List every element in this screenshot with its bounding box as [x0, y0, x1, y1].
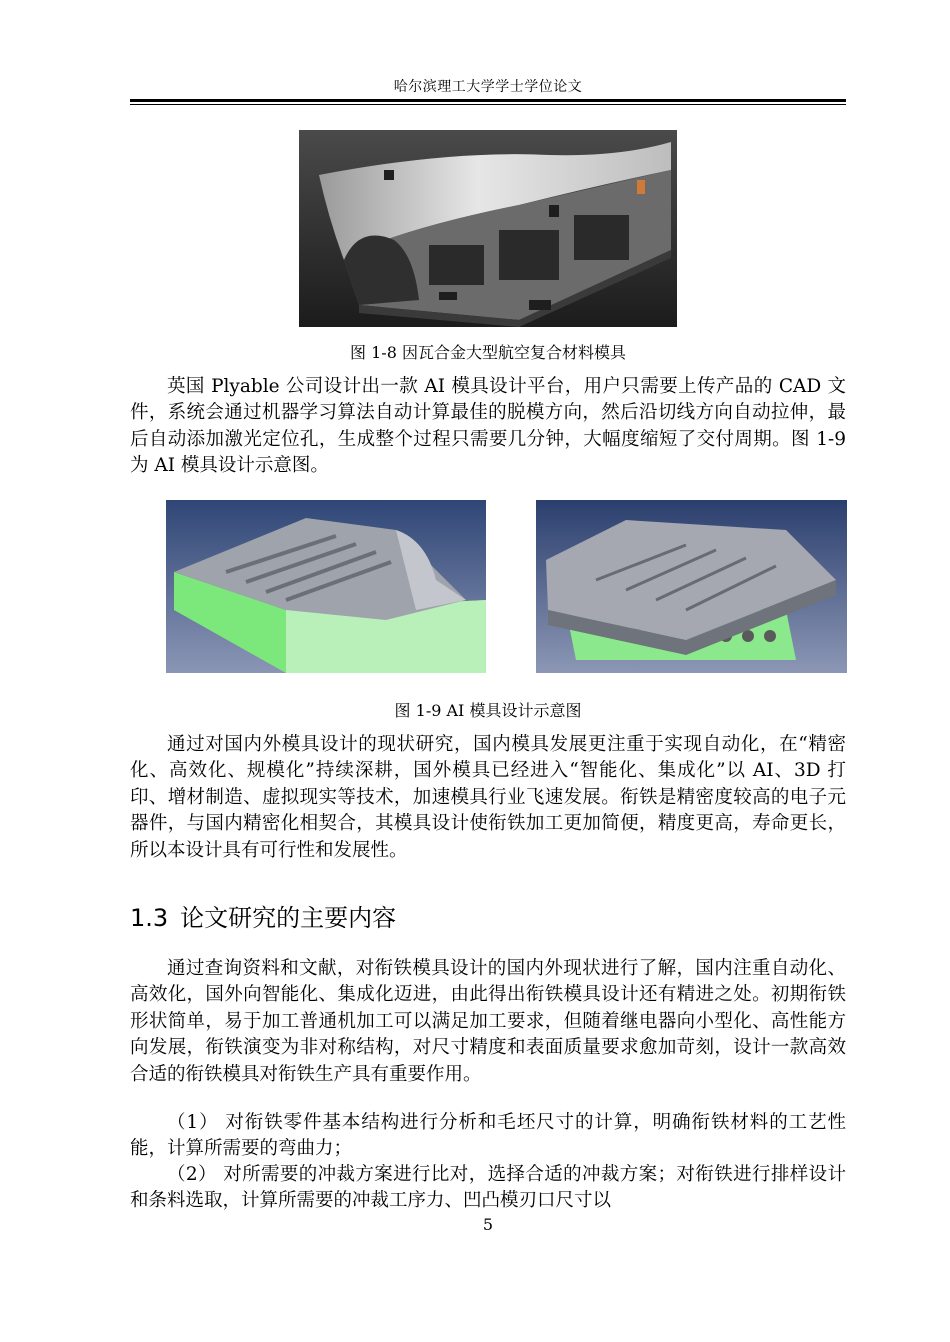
- figure-1-9-right-image: [536, 500, 847, 673]
- list-item: （1） 对衔铁零件基本结构进行分析和毛坯尺寸的计算，明确衔铁材料的工艺性能，计算所需要的弯曲力；: [130, 1112, 846, 1160]
- paragraph-main-content: 通过查询资料和文献，对衔铁模具设计的国内外现状进行了解，国内注重自动化、高效化，国外向智能化、集成化迈进，由此得出衔铁模具设计还有精进之处。初期衔铁形状简单，易于加工普通机加工可以满足加工要求，但随着继电器向小型化、高性能方向发展，衔铁演变为非对称结构，对尺寸精度和表面质量要求愈加苛刻，设计一款高效合适的衔铁模具对衔铁生产具有重要作用。: [130, 958, 846, 1085]
- figure-1-8-image: [299, 130, 677, 327]
- figure-1-9-caption: 图 1-9 AI 模具设计示意图: [394, 701, 582, 720]
- header-rule-thick: [130, 99, 846, 102]
- section-heading: [130, 898, 396, 933]
- paragraph-research-status: 通过对国内外模具设计的现状研究，国内模具发展更注重于实现自动化，在“精密化、高效化、规模化”持续深耕，国外模具已经进入“智能化、集成化”以 AI、3D 打印、增材制造、虚拟现实等技术，加速模具行业飞速发展。衔铁是精密度较高的电子元器件，与国内精密化相契合，其模具设计使衔铁加工更加简便，精度更高，寿命更长，所以本设计具有可行性和发展性。: [130, 734, 846, 861]
- page-header: 哈尔滨理工大学学士学位论文: [393, 79, 583, 95]
- header-rule-thin: [130, 104, 846, 105]
- figure-1-9-left-image: [166, 500, 486, 673]
- section-number: 1.3: [130, 904, 169, 932]
- list-item: （2） 对所需要的冲裁方案进行比对，选择合适的冲裁方案；对衔铁进行排样设计和条料选取，计算所需要的冲裁工序力、凹凸模刃口尺寸以: [130, 1164, 846, 1212]
- page-number: 5: [482, 1215, 494, 1234]
- section-title: 论文研究的主要内容: [180, 904, 397, 932]
- figure-1-8-caption: 图 1-8 因瓦合金大型航空复合材料模具: [350, 343, 626, 362]
- paragraph-plyable: 英国 Plyable 公司设计出一款 AI 模具设计平台，用户只需要上传产品的 CAD 文件，系统会通过机器学习算法自动计算最佳的脱模方向，然后沿切线方向自动拉伸，最后自动添加激光定位孔，生成整个过程只需要几分钟，大幅度缩短了交付周期。图 1-9 为 AI 模具设计示意图。: [130, 376, 846, 477]
